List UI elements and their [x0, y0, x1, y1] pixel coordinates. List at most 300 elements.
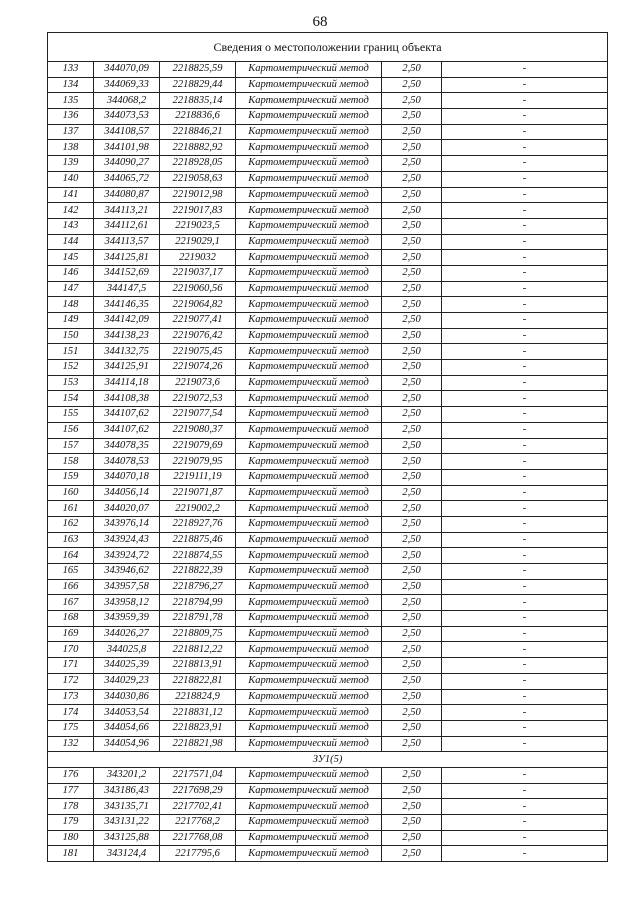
- cell-method: Картометрический метод: [236, 77, 382, 93]
- table-row: [48, 469, 608, 485]
- cell-coord-y: 2218813,91: [160, 658, 236, 674]
- cell-precision: 2,50: [382, 391, 442, 407]
- cell-precision: 2,50: [382, 407, 442, 423]
- cell-coord-x: 344146,35: [94, 297, 160, 313]
- table-row: [48, 626, 608, 642]
- cell-coord-y: 2218836,6: [160, 109, 236, 125]
- cell-point-number: 138: [48, 140, 94, 156]
- table-row: [48, 516, 608, 532]
- cell-description: -: [442, 124, 608, 140]
- table-row: [48, 846, 608, 862]
- cell-coord-y: 2218831,12: [160, 705, 236, 721]
- cell-coord-y: 2218822,81: [160, 673, 236, 689]
- cell-coord-y: 2218829,44: [160, 77, 236, 93]
- cell-coord-y: 2219023,5: [160, 218, 236, 234]
- cell-description: -: [442, 548, 608, 564]
- table-row: [48, 783, 608, 799]
- cell-coord-y: 2219079,95: [160, 454, 236, 470]
- cell-description: -: [442, 501, 608, 517]
- cell-description: -: [442, 469, 608, 485]
- cell-coord-x: 343135,71: [94, 799, 160, 815]
- cell-point-number: 144: [48, 234, 94, 250]
- cell-point-number: 135: [48, 93, 94, 109]
- cell-point-number: 169: [48, 626, 94, 642]
- cell-precision: 2,50: [382, 187, 442, 203]
- cell-precision: 2,50: [382, 140, 442, 156]
- cell-precision: 2,50: [382, 328, 442, 344]
- table-row: [48, 375, 608, 391]
- cell-description: -: [442, 407, 608, 423]
- cell-precision: 2,50: [382, 705, 442, 721]
- cell-method: Картометрический метод: [236, 736, 382, 752]
- cell-point-number: 137: [48, 124, 94, 140]
- cell-coord-x: 344107,62: [94, 407, 160, 423]
- cell-method: Картометрический метод: [236, 93, 382, 109]
- cell-method: Картометрический метод: [236, 830, 382, 846]
- cell-point-number: 174: [48, 705, 94, 721]
- table-title: Сведения о местоположении границ объекта: [48, 33, 608, 62]
- cell-point-number: 136: [48, 109, 94, 125]
- cell-coord-y: 2217768,2: [160, 815, 236, 831]
- cell-precision: 2,50: [382, 532, 442, 548]
- cell-coord-y: 2219077,54: [160, 407, 236, 423]
- cell-method: Картометрический метод: [236, 611, 382, 627]
- table-row: [48, 156, 608, 172]
- cell-point-number: 166: [48, 579, 94, 595]
- cell-point-number: 139: [48, 156, 94, 172]
- table-row: [48, 767, 608, 783]
- cell-coord-x: 344025,39: [94, 658, 160, 674]
- table-row: [48, 501, 608, 517]
- cell-coord-y: 2219074,26: [160, 360, 236, 376]
- cell-method: Картометрический метод: [236, 469, 382, 485]
- cell-method: Картометрический метод: [236, 203, 382, 219]
- cell-point-number: 164: [48, 548, 94, 564]
- cell-method: Картометрический метод: [236, 171, 382, 187]
- cell-description: -: [442, 438, 608, 454]
- cell-precision: 2,50: [382, 234, 442, 250]
- cell-point-number: 157: [48, 438, 94, 454]
- cell-precision: 2,50: [382, 783, 442, 799]
- cell-coord-y: 2217698,29: [160, 783, 236, 799]
- cell-coord-x: 344054,66: [94, 720, 160, 736]
- cell-coord-x: 344056,14: [94, 485, 160, 501]
- cell-precision: 2,50: [382, 109, 442, 125]
- cell-method: Картометрический метод: [236, 673, 382, 689]
- table-row: [48, 265, 608, 281]
- table-row: [48, 62, 608, 78]
- cell-precision: 2,50: [382, 516, 442, 532]
- cell-precision: 2,50: [382, 93, 442, 109]
- cell-point-number: 154: [48, 391, 94, 407]
- cell-point-number: 145: [48, 250, 94, 266]
- cell-coord-x: 343959,39: [94, 611, 160, 627]
- cell-precision: 2,50: [382, 156, 442, 172]
- cell-point-number: 132: [48, 736, 94, 752]
- cell-precision: 2,50: [382, 250, 442, 266]
- table-row: [48, 548, 608, 564]
- cell-method: Картометрический метод: [236, 407, 382, 423]
- cell-coord-y: 2218825,59: [160, 62, 236, 78]
- table-row: [48, 689, 608, 705]
- cell-coord-x: 344026,27: [94, 626, 160, 642]
- cell-precision: 2,50: [382, 344, 442, 360]
- cell-description: -: [442, 62, 608, 78]
- cell-coord-x: 344125,91: [94, 360, 160, 376]
- table-row: [48, 218, 608, 234]
- cell-point-number: 167: [48, 595, 94, 611]
- cell-precision: 2,50: [382, 501, 442, 517]
- cell-description: -: [442, 203, 608, 219]
- cell-coord-y: 2219075,45: [160, 344, 236, 360]
- cell-point-number: 152: [48, 360, 94, 376]
- cell-coord-x: 343957,58: [94, 579, 160, 595]
- cell-point-number: 181: [48, 846, 94, 862]
- cell-description: -: [442, 328, 608, 344]
- cell-coord-y: 2219060,56: [160, 281, 236, 297]
- cell-method: Картометрический метод: [236, 579, 382, 595]
- cell-coord-x: 344112,61: [94, 218, 160, 234]
- cell-coord-x: 344147,5: [94, 281, 160, 297]
- cell-coord-x: 344125,81: [94, 250, 160, 266]
- cell-precision: 2,50: [382, 548, 442, 564]
- cell-method: Картометрический метод: [236, 265, 382, 281]
- cell-point-number: 146: [48, 265, 94, 281]
- cell-precision: 2,50: [382, 689, 442, 705]
- cell-precision: 2,50: [382, 454, 442, 470]
- cell-description: -: [442, 516, 608, 532]
- cell-method: Картометрический метод: [236, 846, 382, 862]
- cell-method: Картометрический метод: [236, 564, 382, 580]
- cell-point-number: 178: [48, 799, 94, 815]
- cell-precision: 2,50: [382, 815, 442, 831]
- cell-coord-x: 344053,54: [94, 705, 160, 721]
- cell-precision: 2,50: [382, 564, 442, 580]
- cell-precision: 2,50: [382, 171, 442, 187]
- cell-point-number: 162: [48, 516, 94, 532]
- table-row: [48, 140, 608, 156]
- cell-description: -: [442, 485, 608, 501]
- cell-method: Картометрический метод: [236, 767, 382, 783]
- cell-description: -: [442, 799, 608, 815]
- table-row: [48, 422, 608, 438]
- cell-coord-y: 2218812,22: [160, 642, 236, 658]
- cell-coord-x: 344090,27: [94, 156, 160, 172]
- cell-method: Картометрический метод: [236, 360, 382, 376]
- table-row: [48, 736, 608, 752]
- table-row: [48, 109, 608, 125]
- cell-method: Картометрический метод: [236, 375, 382, 391]
- cell-description: -: [442, 595, 608, 611]
- cell-precision: 2,50: [382, 438, 442, 454]
- cell-method: Картометрический метод: [236, 783, 382, 799]
- cell-description: -: [442, 297, 608, 313]
- cell-description: -: [442, 846, 608, 862]
- cell-method: Картометрический метод: [236, 124, 382, 140]
- cell-coord-y: 2218835,14: [160, 93, 236, 109]
- cell-point-number: 148: [48, 297, 94, 313]
- cell-coord-x: 344029,23: [94, 673, 160, 689]
- cell-description: -: [442, 673, 608, 689]
- table-row: [48, 454, 608, 470]
- cell-method: Картометрический метод: [236, 328, 382, 344]
- cell-precision: 2,50: [382, 422, 442, 438]
- cell-precision: 2,50: [382, 579, 442, 595]
- cell-precision: 2,50: [382, 611, 442, 627]
- cell-description: -: [442, 564, 608, 580]
- cell-description: -: [442, 109, 608, 125]
- cell-description: -: [442, 218, 608, 234]
- cell-precision: 2,50: [382, 846, 442, 862]
- cell-description: -: [442, 830, 608, 846]
- cell-method: Картометрический метод: [236, 187, 382, 203]
- cell-precision: 2,50: [382, 313, 442, 329]
- cell-point-number: 142: [48, 203, 94, 219]
- cell-method: Картометрический метод: [236, 485, 382, 501]
- cell-description: -: [442, 767, 608, 783]
- cell-coord-y: 2219012,98: [160, 187, 236, 203]
- cell-precision: 2,50: [382, 360, 442, 376]
- cell-precision: 2,50: [382, 62, 442, 78]
- cell-method: Картометрический метод: [236, 548, 382, 564]
- cell-coord-y: 2219072,53: [160, 391, 236, 407]
- cell-coord-x: 344069,33: [94, 77, 160, 93]
- cell-description: -: [442, 265, 608, 281]
- cell-point-number: 150: [48, 328, 94, 344]
- cell-point-number: 153: [48, 375, 94, 391]
- cell-coord-y: 2219032: [160, 250, 236, 266]
- cell-description: -: [442, 140, 608, 156]
- cell-point-number: 161: [48, 501, 94, 517]
- cell-coord-x: 344114,18: [94, 375, 160, 391]
- cell-description: -: [442, 720, 608, 736]
- cell-coord-x: 344073,53: [94, 109, 160, 125]
- cell-description: -: [442, 611, 608, 627]
- cell-point-number: 159: [48, 469, 94, 485]
- cell-description: -: [442, 250, 608, 266]
- cell-precision: 2,50: [382, 375, 442, 391]
- cell-coord-x: 343124,4: [94, 846, 160, 862]
- cell-method: Картометрический метод: [236, 595, 382, 611]
- cell-coord-y: 2218823,91: [160, 720, 236, 736]
- cell-method: Картометрический метод: [236, 454, 382, 470]
- cell-precision: 2,50: [382, 203, 442, 219]
- cell-method: Картометрический метод: [236, 705, 382, 721]
- cell-coord-x: 344020,07: [94, 501, 160, 517]
- cell-coord-y: 2218874,55: [160, 548, 236, 564]
- cell-description: -: [442, 187, 608, 203]
- cell-method: Картометрический метод: [236, 218, 382, 234]
- cell-description: -: [442, 579, 608, 595]
- cell-coord-x: 344132,75: [94, 344, 160, 360]
- cell-description: -: [442, 658, 608, 674]
- cell-coord-y: 2219076,42: [160, 328, 236, 344]
- cell-coord-x: 343186,43: [94, 783, 160, 799]
- cell-point-number: 173: [48, 689, 94, 705]
- cell-coord-y: 2218846,21: [160, 124, 236, 140]
- cell-method: Картометрический метод: [236, 62, 382, 78]
- cell-coord-x: 344107,62: [94, 422, 160, 438]
- cell-coord-y: 2217702,41: [160, 799, 236, 815]
- cell-coord-y: 2219037,17: [160, 265, 236, 281]
- cell-method: Картометрический метод: [236, 501, 382, 517]
- table-row: [48, 360, 608, 376]
- cell-point-number: 163: [48, 532, 94, 548]
- cell-point-number: 141: [48, 187, 94, 203]
- table-row: [48, 830, 608, 846]
- table-row: [48, 124, 608, 140]
- table-row: [48, 579, 608, 595]
- cell-precision: 2,50: [382, 673, 442, 689]
- cell-precision: 2,50: [382, 485, 442, 501]
- cell-method: Картометрический метод: [236, 281, 382, 297]
- cell-coord-y: 2218875,46: [160, 532, 236, 548]
- cell-precision: 2,50: [382, 767, 442, 783]
- cell-point-number: 149: [48, 313, 94, 329]
- table-row: [48, 203, 608, 219]
- cell-method: Картометрический метод: [236, 516, 382, 532]
- cell-coord-x: 344101,98: [94, 140, 160, 156]
- cell-method: Картометрический метод: [236, 658, 382, 674]
- table-header-row: [48, 33, 608, 62]
- cell-coord-y: 2218928,05: [160, 156, 236, 172]
- cell-precision: 2,50: [382, 595, 442, 611]
- cell-precision: 2,50: [382, 281, 442, 297]
- cell-point-number: 165: [48, 564, 94, 580]
- table-row: [48, 673, 608, 689]
- table-row: [48, 344, 608, 360]
- cell-coord-y: 2219080,37: [160, 422, 236, 438]
- cell-description: -: [442, 736, 608, 752]
- cell-coord-y: 2219077,41: [160, 313, 236, 329]
- cell-coord-x: 344030,86: [94, 689, 160, 705]
- cell-precision: 2,50: [382, 720, 442, 736]
- cell-description: -: [442, 344, 608, 360]
- cell-point-number: 170: [48, 642, 94, 658]
- page-number: 68: [312, 14, 328, 30]
- cell-description: -: [442, 454, 608, 470]
- cell-coord-x: 344054,96: [94, 736, 160, 752]
- cell-coord-x: 344108,38: [94, 391, 160, 407]
- cell-point-number: 180: [48, 830, 94, 846]
- table-row: [48, 611, 608, 627]
- cell-point-number: 155: [48, 407, 94, 423]
- section-row: [48, 752, 608, 768]
- cell-precision: 2,50: [382, 77, 442, 93]
- cell-point-number: 179: [48, 815, 94, 831]
- cell-point-number: 171: [48, 658, 94, 674]
- cell-point-number: 177: [48, 783, 94, 799]
- cell-point-number: 176: [48, 767, 94, 783]
- cell-point-number: 134: [48, 77, 94, 93]
- cell-point-number: 172: [48, 673, 94, 689]
- cell-method: Картометрический метод: [236, 422, 382, 438]
- cell-description: -: [442, 93, 608, 109]
- cell-description: -: [442, 375, 608, 391]
- cell-point-number: 158: [48, 454, 94, 470]
- cell-coord-y: 2218822,39: [160, 564, 236, 580]
- cell-coord-x: 343976,14: [94, 516, 160, 532]
- cell-point-number: 168: [48, 611, 94, 627]
- cell-description: -: [442, 234, 608, 250]
- cell-coord-y: 2219079,69: [160, 438, 236, 454]
- cell-method: Картометрический метод: [236, 156, 382, 172]
- cell-coord-x: 344070,18: [94, 469, 160, 485]
- cell-coord-x: 344113,57: [94, 234, 160, 250]
- cell-coord-y: 2217571,04: [160, 767, 236, 783]
- cell-method: Картометрический метод: [236, 140, 382, 156]
- boundary-table: [47, 32, 608, 862]
- cell-description: -: [442, 360, 608, 376]
- cell-coord-x: 343924,72: [94, 548, 160, 564]
- cell-description: -: [442, 156, 608, 172]
- cell-description: -: [442, 532, 608, 548]
- table-row: [48, 93, 608, 109]
- cell-method: Картометрический метод: [236, 344, 382, 360]
- cell-point-number: 147: [48, 281, 94, 297]
- cell-coord-y: 2219071,87: [160, 485, 236, 501]
- cell-method: Картометрический метод: [236, 391, 382, 407]
- table-row: [48, 391, 608, 407]
- cell-coord-x: 344065,72: [94, 171, 160, 187]
- cell-description: -: [442, 391, 608, 407]
- cell-precision: 2,50: [382, 124, 442, 140]
- cell-point-number: 175: [48, 720, 94, 736]
- cell-point-number: 143: [48, 218, 94, 234]
- table-row: [48, 297, 608, 313]
- cell-precision: 2,50: [382, 626, 442, 642]
- table-row: [48, 187, 608, 203]
- cell-method: Картометрический метод: [236, 250, 382, 266]
- cell-coord-y: 2219111,19: [160, 469, 236, 485]
- table-row: [48, 720, 608, 736]
- cell-coord-y: 2219073,6: [160, 375, 236, 391]
- cell-coord-x: 344142,09: [94, 313, 160, 329]
- cell-coord-y: 2219058,63: [160, 171, 236, 187]
- cell-description: -: [442, 689, 608, 705]
- cell-coord-y: 2219064,82: [160, 297, 236, 313]
- cell-coord-x: 344078,53: [94, 454, 160, 470]
- cell-point-number: 133: [48, 62, 94, 78]
- table-row: [48, 799, 608, 815]
- cell-precision: 2,50: [382, 642, 442, 658]
- cell-description: -: [442, 313, 608, 329]
- cell-description: -: [442, 171, 608, 187]
- cell-method: Картометрический метод: [236, 642, 382, 658]
- cell-method: Картометрический метод: [236, 313, 382, 329]
- cell-coord-x: 344025,8: [94, 642, 160, 658]
- table-row: [48, 595, 608, 611]
- section-label: ЗУ1(5): [48, 752, 608, 768]
- table-row: [48, 77, 608, 93]
- cell-description: -: [442, 626, 608, 642]
- cell-precision: 2,50: [382, 218, 442, 234]
- cell-method: Картометрический метод: [236, 438, 382, 454]
- table-row: [48, 815, 608, 831]
- cell-description: -: [442, 642, 608, 658]
- cell-coord-x: 344080,87: [94, 187, 160, 203]
- cell-coord-y: 2218796,27: [160, 579, 236, 595]
- cell-coord-x: 344108,57: [94, 124, 160, 140]
- cell-method: Картометрический метод: [236, 689, 382, 705]
- cell-coord-y: 2219017,83: [160, 203, 236, 219]
- cell-point-number: 156: [48, 422, 94, 438]
- cell-precision: 2,50: [382, 736, 442, 752]
- cell-description: -: [442, 422, 608, 438]
- table-row: [48, 313, 608, 329]
- cell-point-number: 160: [48, 485, 94, 501]
- cell-coord-x: 344078,35: [94, 438, 160, 454]
